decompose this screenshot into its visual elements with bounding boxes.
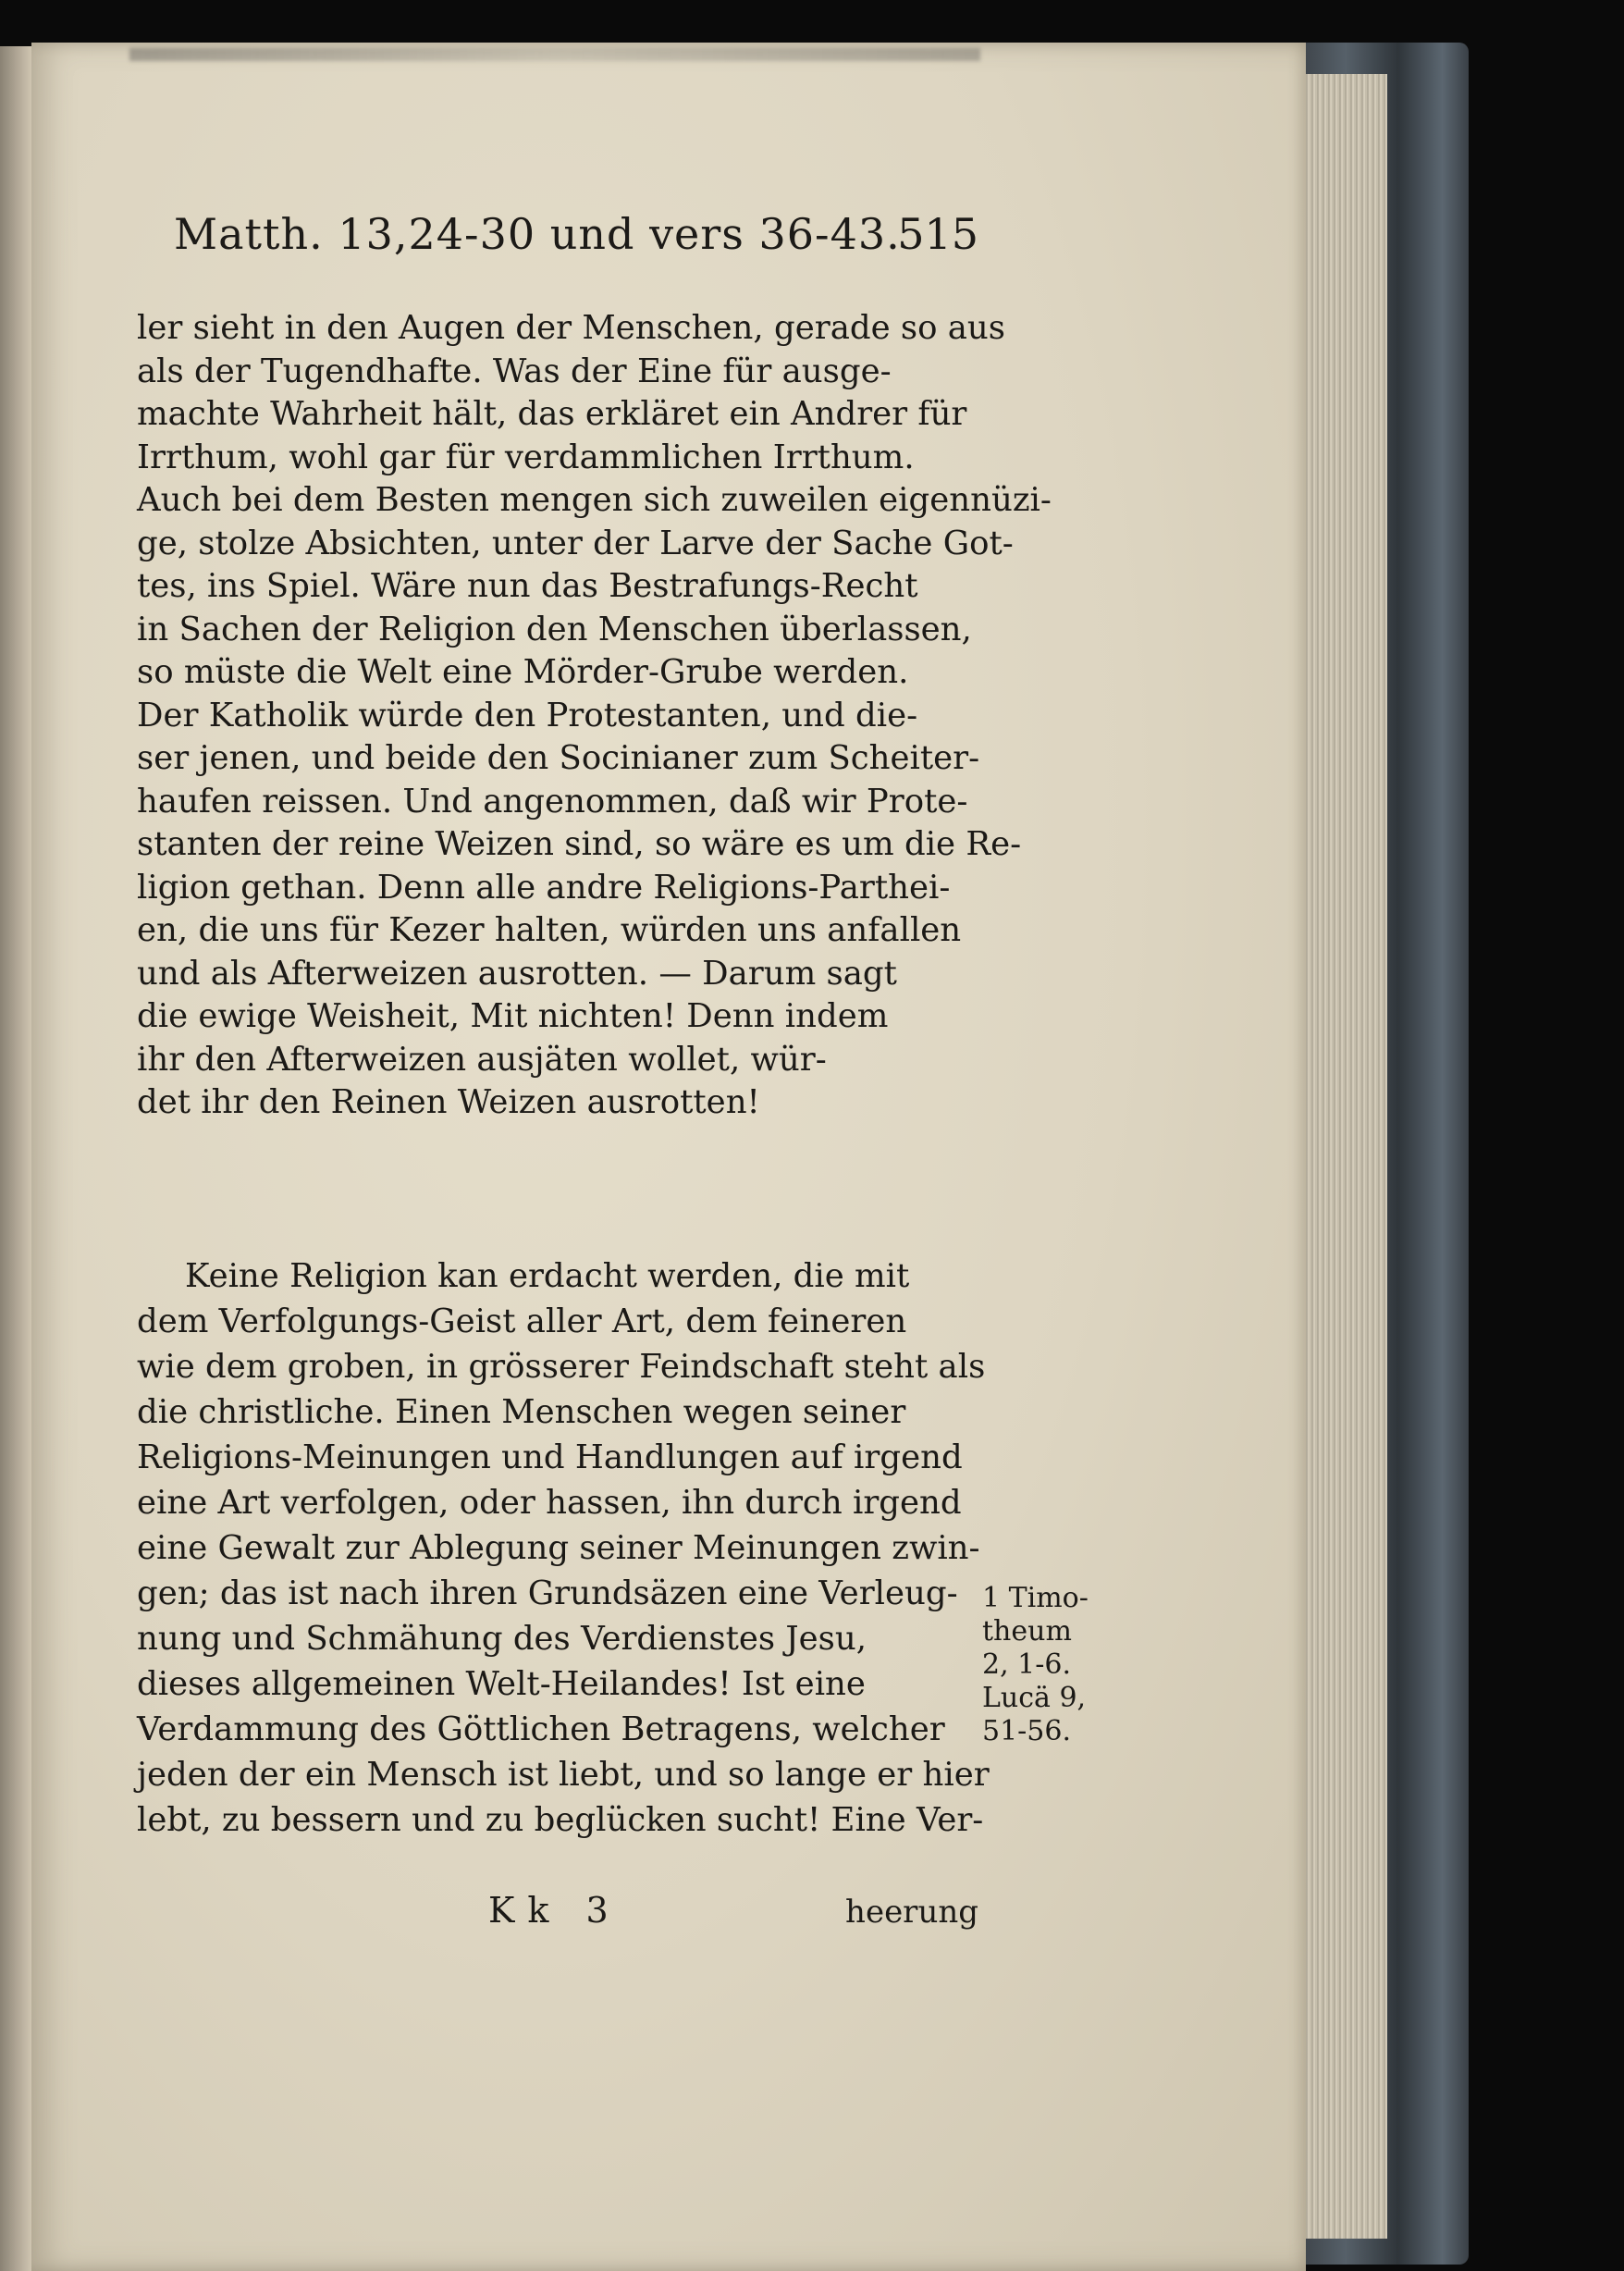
text-line: ser jenen, und beide den Socinianer zum Scheiter- <box>137 739 980 777</box>
margin-note-line: theum <box>982 1615 1072 1648</box>
page-footer <box>137 1890 978 1936</box>
page-number: 515 <box>897 209 978 259</box>
margin-note-line: 1 Timo- <box>982 1582 1089 1614</box>
text-line: machte Wahrheit hält, das erkläret ein Andrer für <box>137 395 967 433</box>
page-header <box>174 209 978 265</box>
text-line: ligion gethan. Denn alle andre Religions-Parthei- <box>137 868 951 907</box>
margin-note-line: 2, 1-6. <box>982 1648 1072 1681</box>
text-line: Der Katholik würde den Protestanten, und die- <box>137 696 918 734</box>
text-line: eine Art verfolgen, oder hassen, ihn durch irgend <box>137 1484 962 1522</box>
text-line: und als Afterweizen ausrotten. — Darum sagt <box>137 954 897 993</box>
text-line: ihr den Afterweizen ausjäten wollet, wür- <box>137 1040 827 1079</box>
text-line: tes, ins Spiel. Wäre nun das Bestrafungs-Recht <box>137 567 918 605</box>
bleed-through-text <box>129 48 980 61</box>
text-line: haufen reissen. Und angenommen, daß wir Prote- <box>137 782 968 821</box>
facing-page-sliver <box>0 46 31 2271</box>
running-title: Matth. 13,24-30 und vers 36-43. <box>174 209 901 259</box>
text-line: en, die uns für Kezer halten, würden uns anfallen <box>137 911 962 949</box>
text-line: Verdammung des Göttlichen Betragens, welcher <box>137 1710 945 1748</box>
text-line: so müste die Welt eine Mörder-Grube werden. <box>137 653 909 691</box>
text-line: Religions-Meinungen und Handlungen auf irgend <box>137 1438 963 1476</box>
text-line: Irrthum, wohl gar für verdammlichen Irrthum. <box>137 438 915 476</box>
margin-note-line: 51-56. <box>982 1715 1072 1747</box>
text-line: als der Tugendhafte. Was der Eine für ausge- <box>137 352 892 390</box>
text-line: jeden der ein Mensch ist liebt, und so lange er hier <box>137 1756 990 1794</box>
paragraph-2 <box>137 1253 990 1843</box>
margin-note-line: Lucä 9, <box>982 1682 1087 1714</box>
page-stack-edge <box>1299 74 1387 2239</box>
text-line: ler sieht in den Augen der Menschen, gerade so aus <box>137 309 1005 347</box>
text-line: in Sachen der Religion den Menschen überlassen, <box>137 610 972 648</box>
catchword: heerung <box>845 1894 978 1931</box>
paragraph-1 <box>137 307 1052 1125</box>
text-line: gen; das ist nach ihren Grundsäzen eine Verleug- <box>137 1574 958 1612</box>
text-line: ge, stolze Absichten, unter der Larve der Sache Got- <box>137 524 1014 562</box>
text-line: det ihr den Reinen Weizen ausrotten! <box>137 1083 760 1121</box>
text-line: Auch bei dem Besten mengen sich zuweilen eigennüzi- <box>137 481 1052 519</box>
text-line: dieses allgemeinen Welt-Heilandes! Ist eine <box>137 1665 866 1703</box>
text-line: die ewige Weisheit, Mit nichten! Denn indem <box>137 997 889 1035</box>
text-line: lebt, zu bessern und zu beglücken sucht! Eine Ver- <box>137 1801 984 1839</box>
text-line: eine Gewalt zur Ablegung seiner Meinungen zwin- <box>137 1529 980 1567</box>
text-line: wie dem groben, in grösserer Feindschaft steht als <box>137 1348 986 1386</box>
signature-mark: Kk 3 <box>488 1890 621 1931</box>
text-line: die christliche. Einen Menschen wegen seiner <box>137 1393 906 1431</box>
margin-note <box>982 1582 1112 1748</box>
text-line: Keine Religion kan erdacht werden, die mit <box>185 1257 910 1295</box>
text-line: dem Verfolgungs-Geist aller Art, dem feineren <box>137 1302 907 1340</box>
text-line: stanten der reine Weizen sind, so wäre es um die Re- <box>137 825 1022 863</box>
text-line: nung und Schmähung des Verdienstes Jesu, <box>137 1620 867 1658</box>
